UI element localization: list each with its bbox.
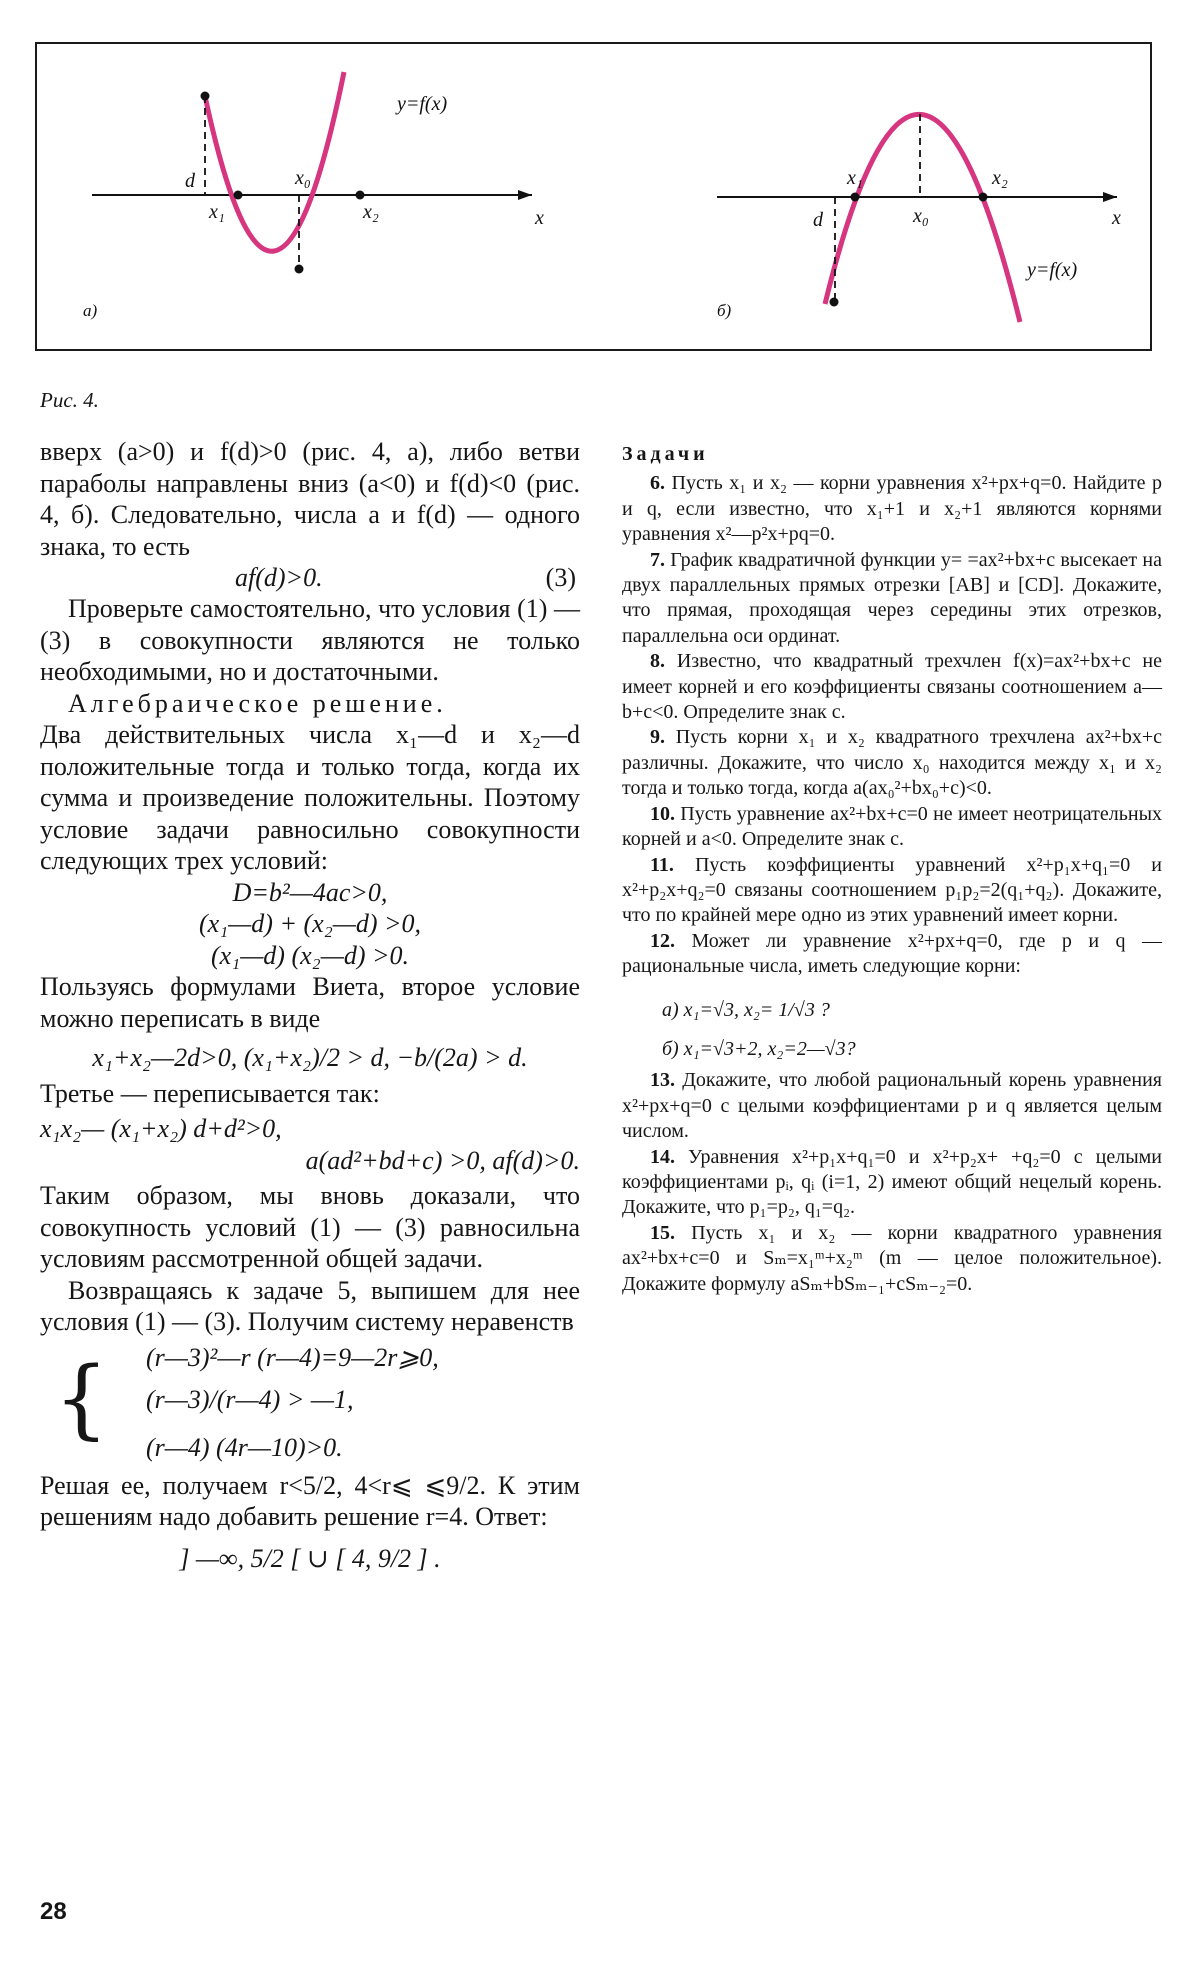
problem-7-number: 7. — [650, 548, 665, 571]
right-column — [622, 442, 1162, 1297]
problem-14 — [622, 1145, 1162, 1221]
problem-6-text: Пусть x₁ и x₂ — корни уравнения x²+px+q=0. Найдите p и q, если известно, что x₁+1 и x₂+1 являются корнями уравнения x²—p²x+pq=0. — [622, 472, 1163, 546]
condition-sum: (x₁—d) + (x₂—d) >0, — [198, 909, 422, 938]
right-root-x2 — [979, 193, 988, 202]
paragraph-third: Третье — переписывается так: — [40, 1078, 380, 1108]
figure-caption: Рис. 4. — [40, 388, 99, 412]
problem-10-number: 10. — [650, 802, 675, 825]
problem-12-text: Может ли уравнение x²+px+q=0, где p и q — рациональные числа, иметь следующие корни: — [622, 929, 1163, 978]
right-x1-label: x₁ — [847, 167, 863, 189]
problem-11-number: 11. — [650, 853, 674, 876]
paragraph-signs: вверх (a>0) и f(d)>0 (рис. 4, а), либо ветви параболы направлены вниз (a<0) и f(d)<0 (рис. 4, б). Следовательно, числа a и f(d) — одного знака, то есть — [40, 437, 580, 561]
problem-12a: а) x₁=√3, x₂= 1/√3 ? — [662, 998, 830, 1021]
problem-9-text: Пусть корни x₁ и x₂ квадратного трехчлена ax²+bx+c различны. Докажите, что число x₀ находится между x₁ и x₂ тогда и только тогда, когда a(ax₀²+bx₀+c)<0. — [622, 726, 1162, 800]
problem-11-text: Пусть коэффициенты уравнений x²+p₁x+q₁=0 и x²+p₂x+q₂=0 связаны соотношением p₁p₂=2(q₁+q₂). Докажите, что по крайней мере одно из этих уравнений имеет корни. — [622, 853, 1163, 927]
system-brace: { — [54, 1348, 109, 1449]
problem-15 — [622, 1221, 1162, 1297]
left-d-label: d — [185, 170, 195, 192]
problem-11 — [622, 853, 1162, 929]
problem-6 — [622, 471, 1162, 547]
problem-10 — [622, 802, 1162, 853]
right-root-x1 — [851, 193, 860, 202]
problem-15-number: 15. — [650, 1221, 675, 1244]
problem-12b: б) x₁=√3+2, x₂=2—√3? — [662, 1037, 856, 1060]
figure-4-box — [35, 42, 1152, 351]
paragraph-two-numbers: Два действительных числа x₁—d и x₂—d положительные тогда и только тогда, когда их сумма и произведение положительны. Поэтому условие задачи равносильно совокупности следующих трех условий: — [40, 720, 580, 875]
paragraph-vieta: Пользуясь формулами Виета, второе условие можно переписать в виде — [40, 972, 580, 1033]
problem-9 — [622, 725, 1162, 801]
left-curve-label: y=f(x) — [397, 93, 448, 115]
right-panel-label: б) — [717, 301, 732, 320]
left-parabola — [205, 72, 344, 251]
right-x0-label: x₀ — [913, 205, 929, 227]
left-axis-label: x — [535, 207, 544, 229]
problem-13-text: Докажите, что любой рациональный корень уравнения x²+px+q=0 с целыми коэффициентами p и q является целым числом. — [622, 1069, 1162, 1143]
condition-discriminant: D=b²—4ac>0, — [232, 877, 388, 907]
equation-3: af(d)>0. — [235, 563, 323, 592]
problem-12 — [622, 929, 1162, 980]
system-line2: (r—3)/(r—4) > —1, — [146, 1384, 354, 1414]
right-axis-label: x — [1112, 207, 1121, 229]
left-panel-label: а) — [83, 301, 98, 320]
problem-8-number: 8. — [650, 650, 665, 673]
problem-12-number: 12. — [650, 929, 675, 952]
answer-interval: ] —∞, 5/2 [ ∪ [ 4, 9/2 ] . — [179, 1543, 441, 1573]
inequality-system — [40, 1338, 580, 1470]
left-vertex — [295, 265, 304, 274]
system-line3: (r—4) (4r—10)>0. — [146, 1432, 343, 1462]
problem-13 — [622, 1068, 1162, 1144]
right-d-label: d — [813, 209, 823, 231]
vieta-inequalities: x₁+x₂—2d>0, (x₁+x₂)/2 > d, −b/(2a) > d. — [92, 1043, 528, 1072]
paragraph-check: Проверьте самостоятельно, что условия (1) — (3) в совокупности являются не только необходимыми, но и достаточными. — [40, 594, 580, 686]
left-axis-arrow — [518, 190, 532, 200]
left-point-fd — [201, 92, 210, 101]
page-number: 28 — [40, 1898, 67, 1925]
right-x2-label: x₂ — [992, 167, 1008, 189]
problem-6-number: 6. — [650, 472, 665, 495]
problem-8-text: Известно, что квадратный трехчлен f(x)=ax²+bx+c не имеет корней и его коэффициенты связаны соотношением a—b+c<0. Определите знак c. — [622, 650, 1162, 724]
problem-15-text: Пусть x₁ и x₂ — корни квадратного уравнения ax²+bx+c=0 и Sₘ=x₁ᵐ+x₂ᵐ (m — целое положительное). Докажите формулу aSₘ+bSₘ₋₁+cSₘ₋₂=0. — [622, 1221, 1162, 1295]
left-root-x1 — [234, 191, 243, 200]
equation-3-row — [40, 562, 580, 593]
problem-7-text: График квадратичной функции y= =ax²+bx+c высекает на двух параллельных прямых отрезки [AB] и [CD]. Докажите, что прямая, проходящая через середины этих отрезков, параллельна оси ординат. — [622, 548, 1163, 647]
problem-9-number: 9. — [650, 726, 665, 749]
left-x0-label: x₀ — [295, 167, 311, 189]
problem-7 — [622, 548, 1162, 650]
paragraph-proved: Таким образом, мы вновь доказали, что совокупность условий (1) — (3) равносильна условиям рассмотренной общей задачи. — [40, 1181, 580, 1273]
paragraph-problem5: Возвращаясь к задаче 5, выпишем для нее условия (1) — (3). Получим систему неравенств — [40, 1275, 580, 1336]
equation-3-number: (3) — [545, 563, 576, 592]
right-curve-label: y=f(x) — [1027, 259, 1078, 281]
third-condition-line1: x₁x₂— (x₁+x₂) d+d²>0, — [40, 1114, 282, 1143]
third-condition-line2: a(ad²+bd+c) >0, af(d)>0. — [305, 1145, 580, 1175]
figure-4-graphs — [37, 44, 1154, 353]
problem-10-text: Пусть уравнение ax²+bx+c=0 не имеет неотрицательных корней и a<0. Определите знак c. — [622, 802, 1162, 851]
paragraph-solution: Решая ее, получаем r<5/2, 4<r⩽ ⩽9/2. К этим решениям надо добавить решение r=4. Ответ: — [40, 1470, 580, 1531]
right-point-fd — [830, 298, 839, 307]
condition-product: (x₁—d) (x₂—d) >0. — [210, 940, 410, 970]
left-root-x2 — [356, 191, 365, 200]
algebraic-heading: Алгебраическое решение. — [68, 688, 447, 718]
problem-14-text: Уравнения x²+p₁x+q₁=0 и x²+p₂x+ +q₂=0 с целыми коэффициентами pᵢ, qᵢ (i=1, 2) имеют общий нецелый корень. Докажите, что p₁=p₂, q₁=q₂. — [622, 1145, 1162, 1219]
left-x2-label: x₂ — [363, 201, 379, 223]
problems-heading: Задачи — [622, 443, 709, 465]
problem-13-number: 13. — [650, 1069, 675, 1092]
problem-8 — [622, 649, 1162, 725]
system-line1: (r—3)²—r (r—4)=9—2r⩾0, — [146, 1342, 439, 1372]
right-axis-arrow — [1103, 192, 1117, 202]
problem-14-number: 14. — [650, 1145, 675, 1168]
left-x1-label: x₁ — [209, 201, 225, 223]
left-column — [40, 436, 580, 1574]
